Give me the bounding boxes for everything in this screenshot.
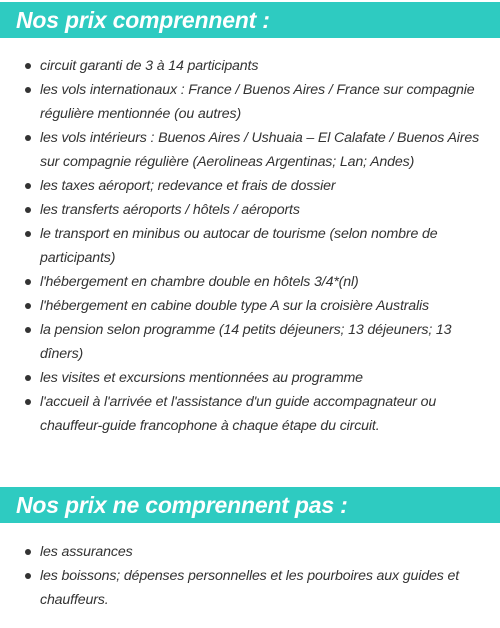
bullet-icon xyxy=(25,231,31,237)
list-item: l'hébergement en cabine double type A sur la croisière Australis xyxy=(0,294,500,318)
list-item: les boissons; dépenses personnelles et les pourboires aux guides et chauffeurs. xyxy=(0,564,500,612)
bullet-icon xyxy=(25,63,31,69)
bullet-icon xyxy=(25,327,31,333)
list-item: la pension selon programme (14 petits déjeuners; 13 déjeuners; 13 dîners) xyxy=(0,318,500,366)
section-title-excluded: Nos prix ne comprennent pas : xyxy=(16,492,348,518)
bullet-icon xyxy=(25,573,31,579)
included-list xyxy=(0,54,500,438)
section-header-excluded xyxy=(0,487,500,523)
section-title-included: Nos prix comprennent : xyxy=(16,7,270,33)
list-item: les visites et excursions mentionnées au programme xyxy=(0,366,500,390)
list-item: circuit garanti de 3 à 14 participants xyxy=(0,54,500,78)
bullet-icon xyxy=(25,207,31,213)
bullet-icon xyxy=(25,375,31,381)
bullet-icon xyxy=(25,303,31,309)
list-item: les vols intérieurs : Buenos Aires / Ushuaia – El Calafate / Buenos Aires sur compagnie régulière (Aerolineas Argentinas; Lan; Andes) xyxy=(0,126,500,174)
bullet-icon xyxy=(25,135,31,141)
list-item: les taxes aéroport; redevance et frais de dossier xyxy=(0,174,500,198)
bullet-icon xyxy=(25,279,31,285)
list-item: les transferts aéroports / hôtels / aéroports xyxy=(0,198,500,222)
list-item: le transport en minibus ou autocar de tourisme (selon nombre de participants) xyxy=(0,222,500,270)
list-item: les assurances xyxy=(0,540,500,564)
section-header-included xyxy=(0,2,500,38)
list-item: les vols internationaux : France / Buenos Aires / France sur compagnie régulière mentionnée (ou autres) xyxy=(0,78,500,126)
list-item: l'accueil à l'arrivée et l'assistance d'un guide accompagnateur ou chauffeur-guide francophone à chaque étape du circuit. xyxy=(0,390,500,438)
bullet-icon xyxy=(25,399,31,405)
excluded-list xyxy=(0,540,500,612)
list-item: l'hébergement en chambre double en hôtels 3/4*(nl) xyxy=(0,270,500,294)
bullet-icon xyxy=(25,549,31,555)
bullet-icon xyxy=(25,87,31,93)
bullet-icon xyxy=(25,183,31,189)
